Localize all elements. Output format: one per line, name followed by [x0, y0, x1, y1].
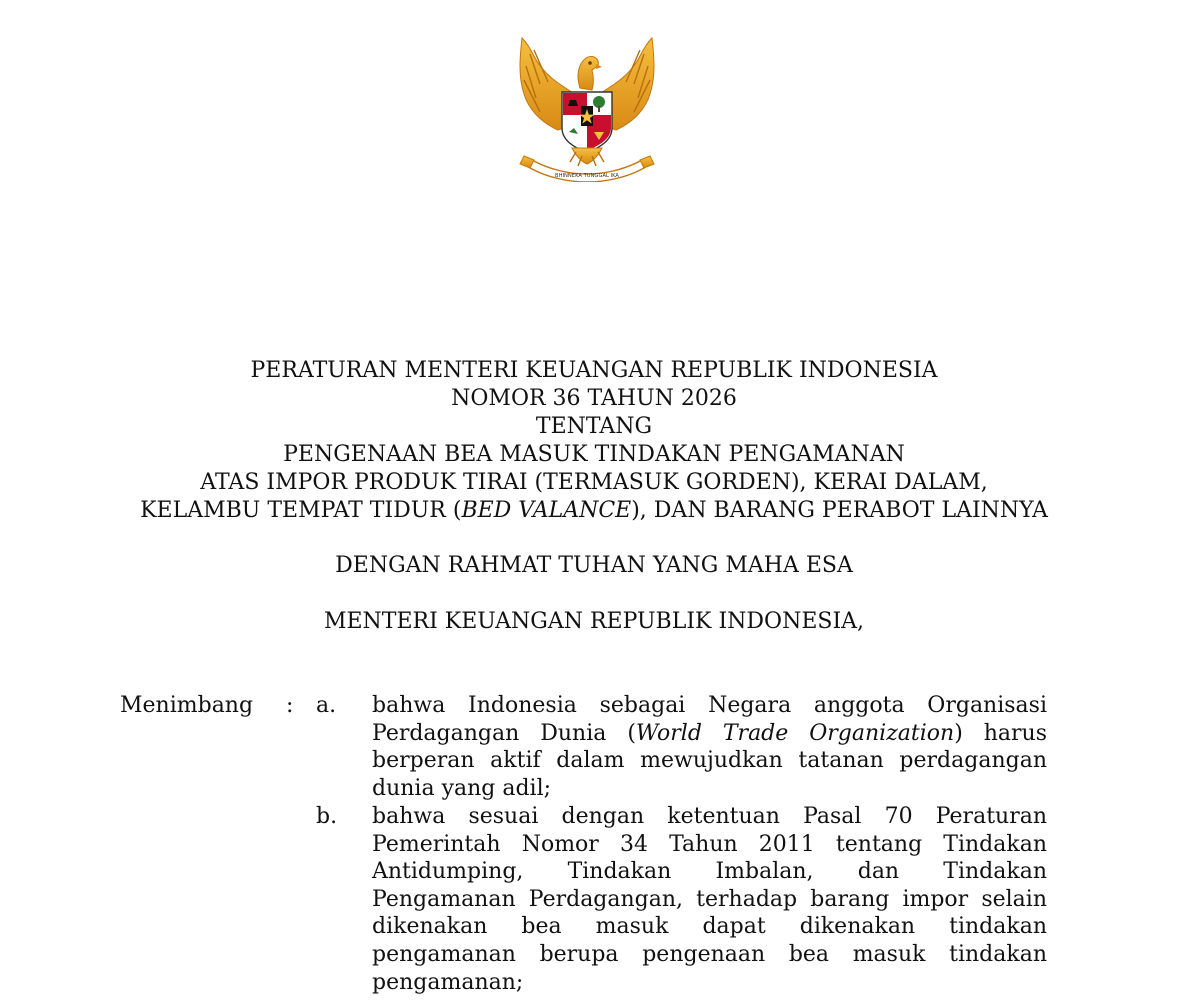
- clause-a-letter: a.: [316, 693, 337, 718]
- menimbang-label: Menimbang: [120, 693, 254, 718]
- preamble-rahmat: DENGAN RAHMAT TUHAN YANG MAHA ESA: [335, 553, 853, 578]
- title-line-5: ATAS IMPOR PRODUK TIRAI (TERMASUK GORDEN), KERAI DALAM,: [200, 470, 988, 495]
- menimbang-colon: :: [286, 693, 294, 718]
- emblem-motto: BHINNEKA TUNGGAL IKA: [555, 173, 619, 179]
- title-line-4: PENGENAAN BEA MASUK TINDAKAN PENGAMANAN: [283, 442, 905, 467]
- title-line-3: TENTANG: [535, 414, 653, 439]
- title-line-1: PERATURAN MENTERI KEUANGAN REPUBLIK INDONESIA: [250, 358, 938, 383]
- title-line-2: NOMOR 36 TAHUN 2026: [451, 386, 737, 411]
- regulation-title: [0, 357, 1188, 525]
- clause-b: bahwa sesuai dengan ketentuan Pasal 70 Peraturan Pemerintah Nomor 34 Tahun 2011 tentang Tindakan Antidumping, Tindakan Imbalan, dan Tindakan Pengamanan Perdagangan, terhadap barang impor selain dikenakan bea masuk dapat dikenakan tindakan pengamanan berupa pengenaan bea masuk tindakan pengamanan;: [372, 804, 1047, 995]
- clause-a: bahwa Indonesia sebagai Negara anggota Organisasi Perdagangan Dunia (World Trade Organization) harus berperan aktif dalam mewujudkan tatanan perdagangan dunia yang adil;: [372, 693, 1048, 801]
- preamble-menteri: MENTERI KEUANGAN REPUBLIK INDONESIA,: [323, 609, 865, 634]
- garuda-emblem-icon: [510, 36, 664, 182]
- title-line-6: KELAMBU TEMPAT TIDUR (BED VALANCE), DAN BARANG PERABOT LAINNYA: [140, 498, 1048, 523]
- clause-b-letter: b.: [316, 804, 338, 829]
